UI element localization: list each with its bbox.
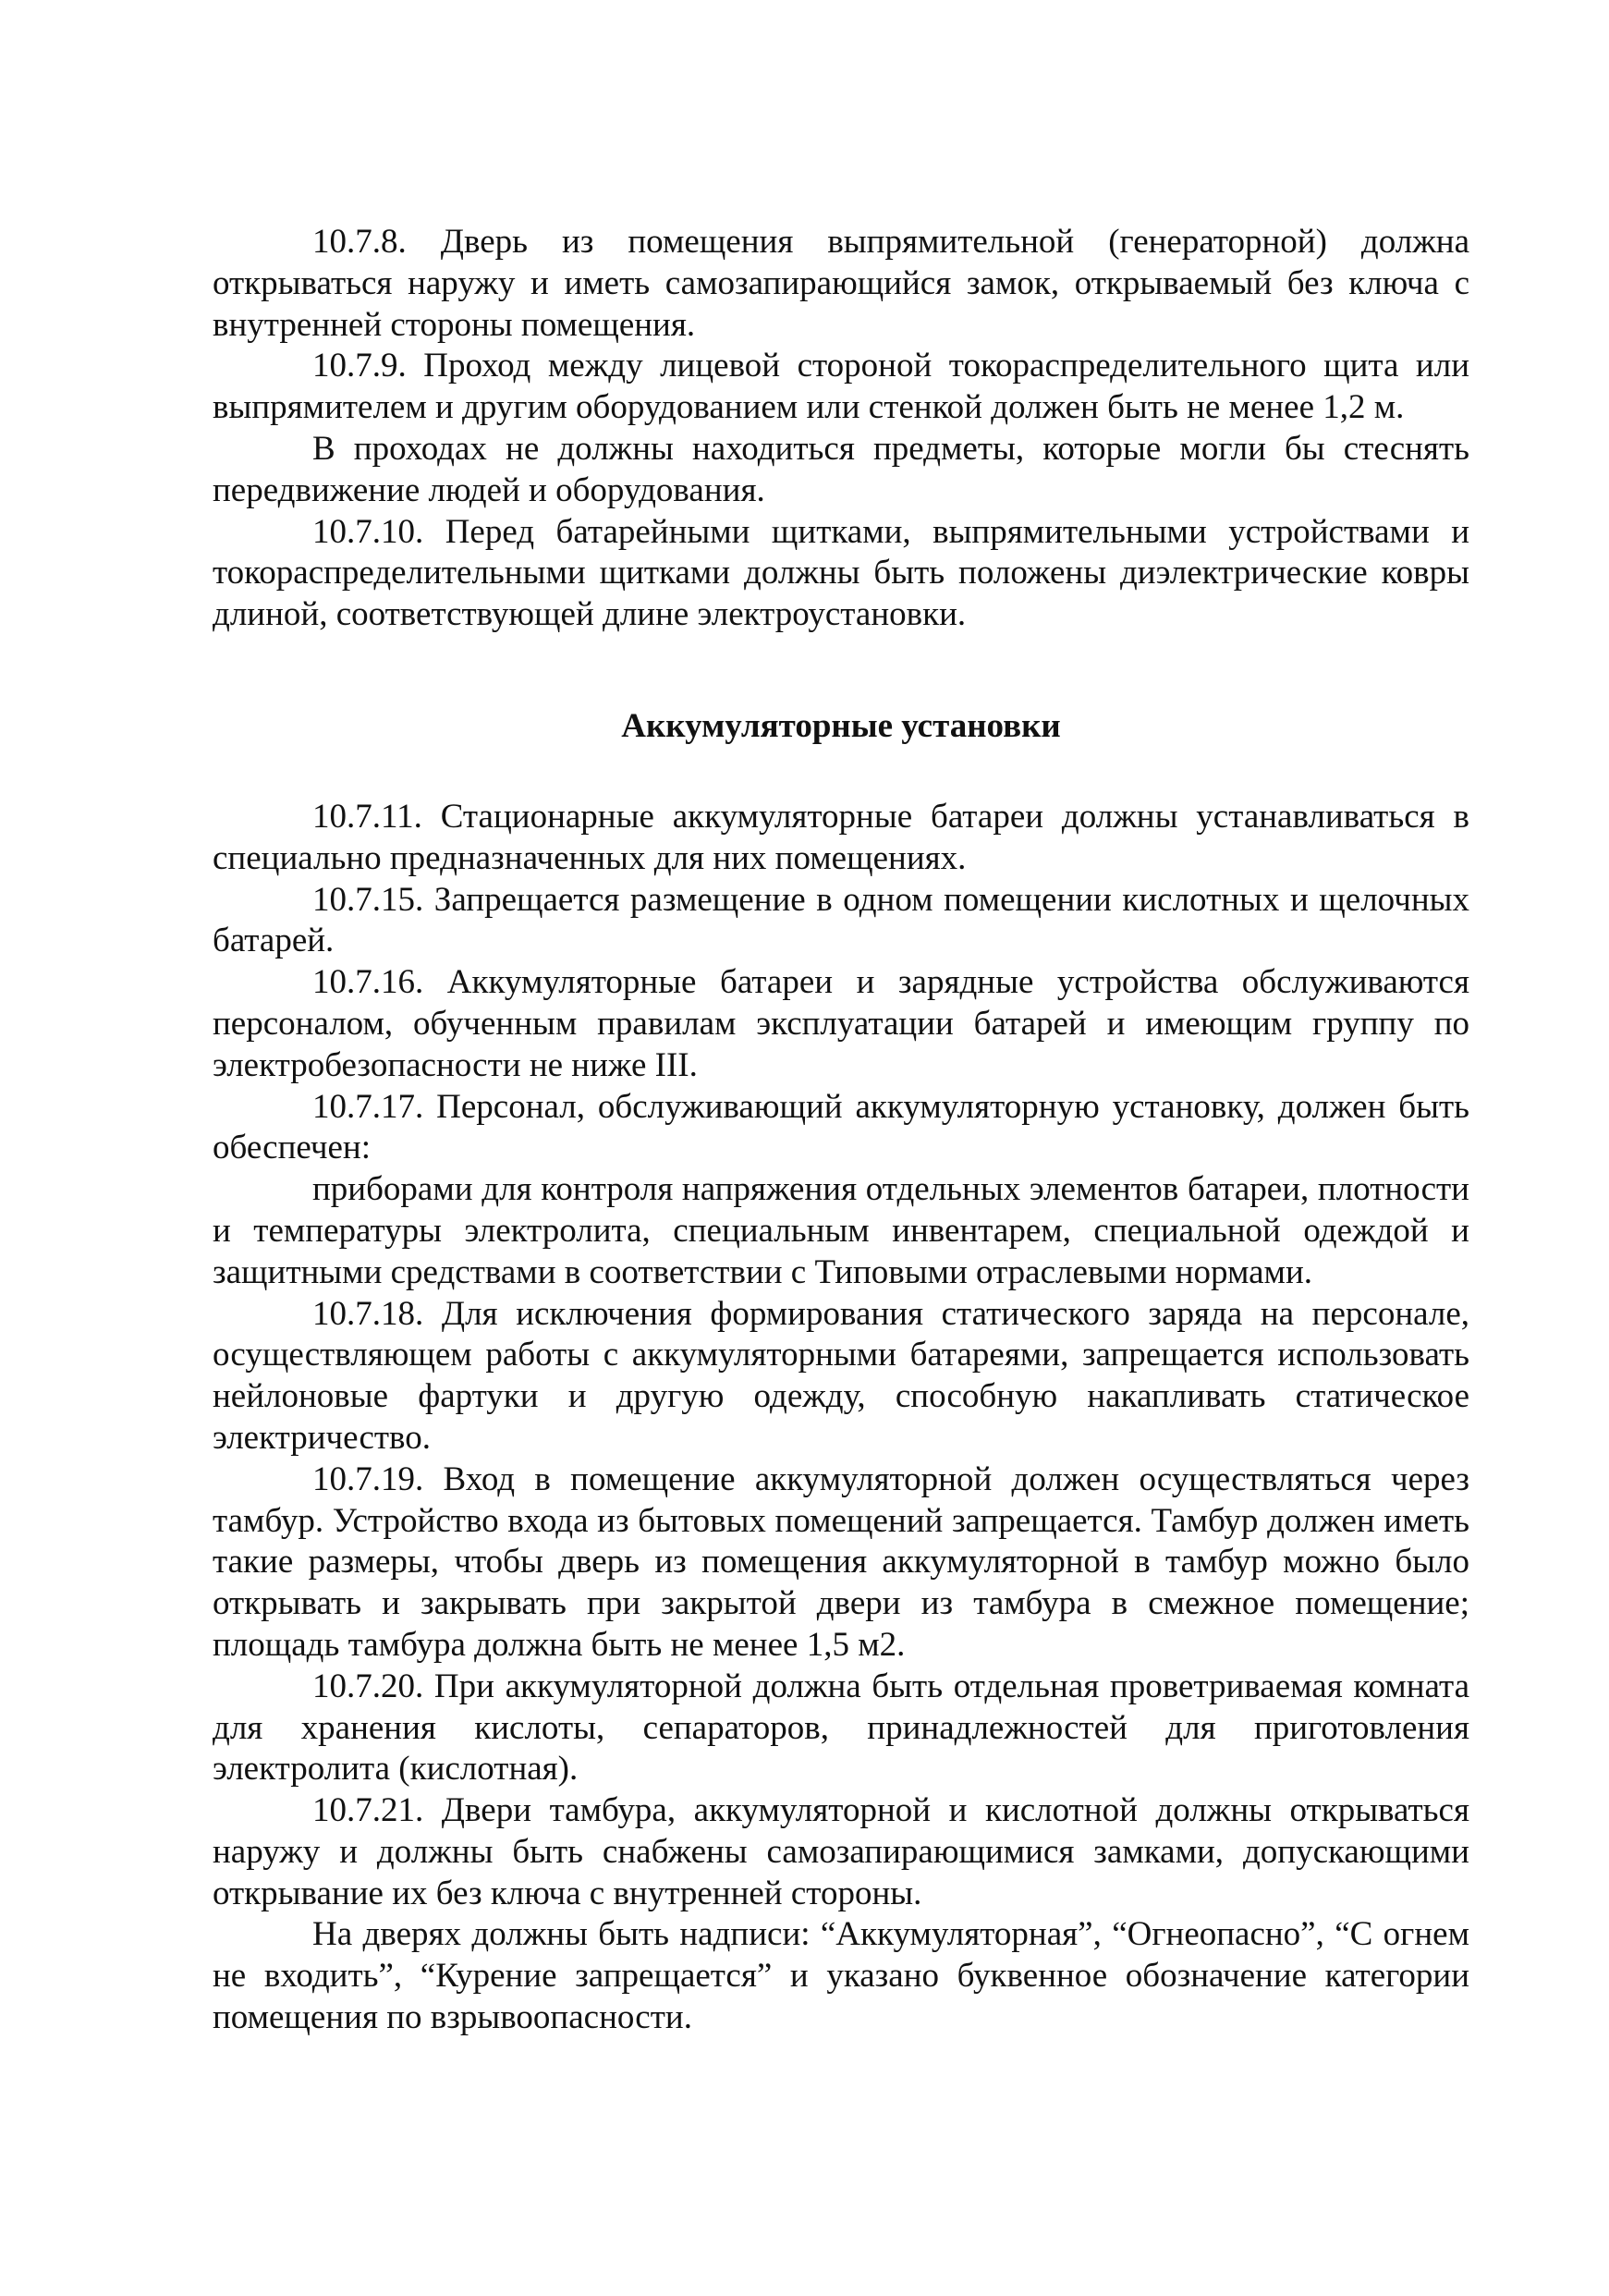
paragraph-equipment-list: приборами для контроля напряжения отдельных элементов батареи, плотности и температуры электролита, специальным инвентарем, специальной одеждой и защитными средствами в соответствии с Типовыми отраслевыми нормами. <box>213 1170 1469 1291</box>
document-page <box>213 222 1469 2039</box>
section-heading: Аккумуляторные установки <box>621 706 1061 745</box>
paragraph-10-7-18: 10.7.18. Для исключения формирования статического заряда на персонале, осуществляющем работы с аккумуляторными батареями, запрещается использовать нейлоновые фартуки и другую одежду, способную накапливать статическое электричество. <box>213 1294 1469 1457</box>
paragraph-10-7-19: 10.7.19. Вход в помещение аккумуляторной должен осуществляться через тамбур. Устройство входа из бытовых помещений запрещается. Тамбур должен иметь такие размеры, чтобы дверь из помещения аккумуляторной в тамбур можно было открывать и закрывать при закрытой двери из тамбура в смежное помещение; площадь тамбура должна быть не менее 1,5 м2. <box>213 1459 1469 1664</box>
paragraph-10-7-10: 10.7.10. Перед батарейными щитками, выпрямительными устройствами и токораспределительными щитками должны быть положены диэлектрические ковры длиной, соответствующей длине электроустановки. <box>213 512 1469 634</box>
paragraph-10-7-8: 10.7.8. Дверь из помещения выпрямительной (генераторной) должна открываться наружу и иметь самозапирающийся замок, открываемый без ключа с внутренней стороны помещения. <box>213 223 1469 344</box>
paragraph-10-7-9: 10.7.9. Проход между лицевой стороной токораспределительного щита или выпрямителем и другим оборудованием или стенкой должен быть не менее 1,2 м. <box>213 347 1469 427</box>
paragraph-10-7-21: 10.7.21. Двери тамбура, аккумуляторной и кислотной должны открываться наружу и должны быть снабжены самозапирающимися замками, допускающими открывание их без ключа с внутренней стороны. <box>213 1791 1469 1912</box>
paragraph-10-7-11: 10.7.11. Стационарные аккумуляторные батареи должны устанавливаться в специально предназначенных для них помещениях. <box>213 797 1469 877</box>
paragraph-door-signs: На дверях должны быть надписи: “Аккумуляторная”, “Огнеопасно”, “С огнем не входить”, “Курение запрещается” и указано буквенное обозначение категории помещения по взрывоопасности. <box>213 1915 1469 2037</box>
paragraph-passages: В проходах не должны находиться предметы, которые могли бы стеснять передвижение людей и оборудования. <box>213 429 1469 509</box>
paragraph-10-7-16: 10.7.16. Аккумуляторные батареи и зарядные устройства обслуживаются персоналом, обученным правилам эксплуатации батарей и имеющим группу по электробезопасности не ниже III. <box>213 963 1469 1084</box>
paragraph-10-7-20: 10.7.20. При аккумуляторной должна быть отдельная проветриваемая комната для хранения кислоты, сепараторов, принадлежностей для приготовления электролита (кислотная). <box>213 1667 1469 1789</box>
paragraph-10-7-15: 10.7.15. Запрещается размещение в одном помещении кислотных и щелочных батарей. <box>213 880 1469 960</box>
paragraph-10-7-17: 10.7.17. Персонал, обслуживающий аккумуляторную установку, должен быть обеспечен: <box>213 1087 1469 1167</box>
